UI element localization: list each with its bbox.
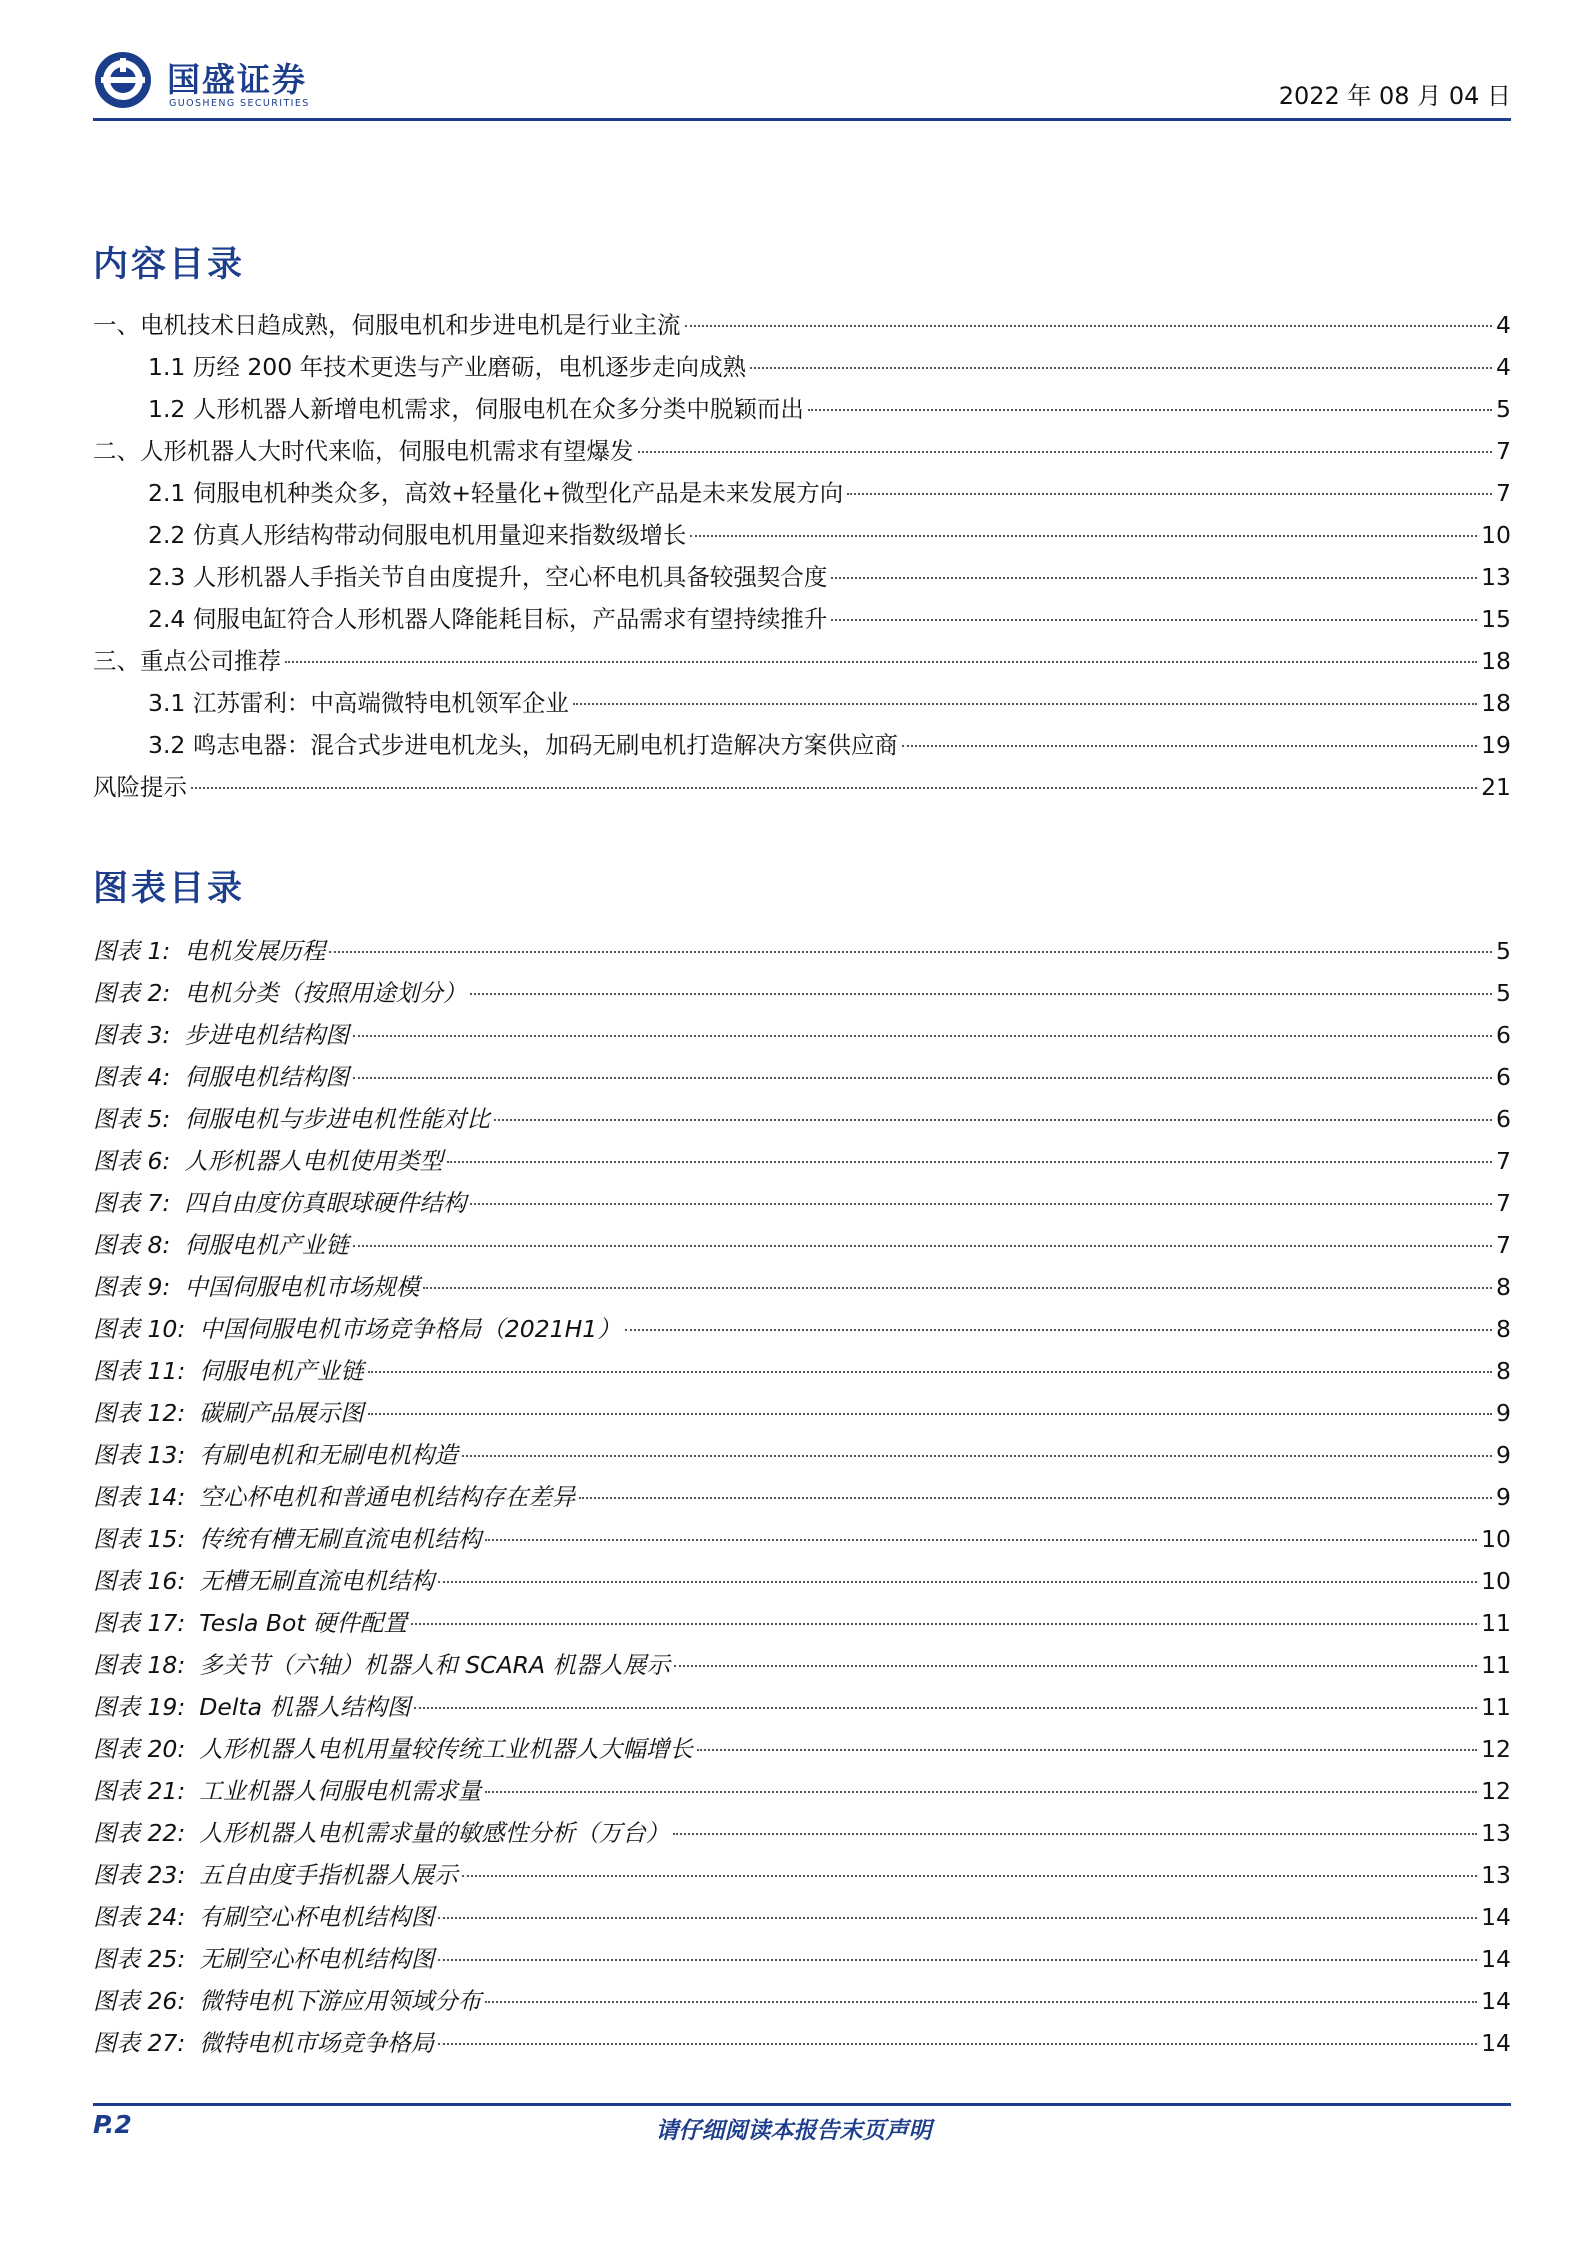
figure-page-number: 12: [1481, 1735, 1511, 1763]
figure-page-number: 5: [1496, 937, 1511, 965]
toc-page-number: 19: [1481, 731, 1511, 759]
toc-entry[interactable]: 2.3 人形机器人手指关节自由度提升，空心杯电机具备较强契合度 13: [148, 563, 1511, 591]
figure-page-number: 7: [1496, 1231, 1511, 1259]
toc-entry[interactable]: 1.1 历经 200 年技术更迭与产业磨砺，电机逐步走向成熟 4: [148, 353, 1511, 381]
figure-label: 图表 11:: [93, 1357, 186, 1385]
figure-entry[interactable]: 图表 3: 步进电机结构图 6: [93, 1016, 1511, 1052]
toc-page-number: 10: [1481, 521, 1511, 549]
toc-entry[interactable]: 2.4 伺服电缸符合人形机器人降能耗目标，产品需求有望持续推升 15: [148, 605, 1511, 633]
figure-label: 图表 22:: [93, 1819, 186, 1847]
figure-label: 图表 19:: [93, 1693, 186, 1721]
toc-entry[interactable]: 2.1 伺服电机种类众多，高效+轻量化+微型化产品是未来发展方向 7: [148, 479, 1511, 507]
figure-entry[interactable]: 图表 12: 碳刷产品展示图 9: [93, 1394, 1511, 1430]
figure-label: 图表 26:: [93, 1987, 186, 2015]
figure-label: 图表 16:: [93, 1567, 186, 1595]
figure-label: 图表 18:: [93, 1651, 186, 1679]
figure-label: 图表 13:: [93, 1441, 186, 1469]
figure-label: 图表 9:: [93, 1273, 171, 1301]
figure-label: 图表 27:: [93, 2029, 186, 2057]
page-header: [93, 40, 1511, 124]
figure-label: 图表 25:: [93, 1945, 186, 1973]
report-date: 2022 年 08 月 04 日: [1278, 82, 1511, 110]
figure-page-number: 11: [1481, 1693, 1511, 1721]
logo-chinese-name: 国盛证券: [167, 60, 307, 99]
footer-divider: [93, 2103, 1511, 2106]
figure-page-number: 10: [1481, 1567, 1511, 1595]
figure-entry[interactable]: 图表 24: 有刷空心杯电机结构图 14: [93, 1898, 1511, 1934]
figure-label: 图表 3:: [93, 1021, 171, 1049]
figure-entry[interactable]: 图表 19: Delta 机器人结构图 11: [93, 1688, 1511, 1724]
figure-label: 图表 6:: [93, 1147, 171, 1175]
logo-english-name: GUOSHENG SECURITIES: [169, 98, 310, 109]
page-number: P.2: [93, 2110, 132, 2139]
figure-label: 图表 14:: [93, 1483, 186, 1511]
toc-entry[interactable]: 二、人形机器人大时代来临，伺服电机需求有望爆发 7: [93, 437, 1511, 465]
figure-entry[interactable]: 图表 11: 伺服电机产业链 8: [93, 1352, 1511, 1388]
figure-label: 图表 15:: [93, 1525, 186, 1553]
header-divider: [93, 118, 1511, 121]
figure-page-number: 7: [1496, 1147, 1511, 1175]
figure-page-number: 8: [1496, 1315, 1511, 1343]
figure-page-number: 14: [1481, 1945, 1511, 1973]
figure-page-number: 8: [1496, 1273, 1511, 1301]
figure-label: 图表 24:: [93, 1903, 186, 1931]
figure-page-number: 6: [1496, 1105, 1511, 1133]
figure-page-number: 6: [1496, 1021, 1511, 1049]
figure-entry[interactable]: 图表 14: 空心杯电机和普通电机结构存在差异 9: [93, 1478, 1511, 1514]
figure-page-number: 5: [1496, 979, 1511, 1007]
figure-entry[interactable]: 图表 2: 电机分类（按照用途划分） 5: [93, 974, 1511, 1010]
figure-entry[interactable]: 图表 18: 多关节（六轴）机器人和 SCARA 机器人展示 11: [93, 1646, 1511, 1682]
toc-entry[interactable]: 1.2 人形机器人新增电机需求，伺服电机在众多分类中脱颖而出 5: [148, 395, 1511, 423]
toc-page-number: 15: [1481, 605, 1511, 633]
figure-entry[interactable]: 图表 17: Tesla Bot 硬件配置 11: [93, 1604, 1511, 1640]
toc-title: 内容目录: [93, 245, 246, 285]
figure-label: 图表 10:: [93, 1315, 186, 1343]
figure-entry[interactable]: 图表 20: 人形机器人电机用量较传统工业机器人大幅增长 12: [93, 1730, 1511, 1766]
figure-entry[interactable]: 图表 27: 微特电机市场竞争格局 14: [93, 2024, 1511, 2060]
toc-page-number: 21: [1481, 773, 1511, 801]
figure-label: 图表 12:: [93, 1399, 186, 1427]
figure-entry[interactable]: 图表 16: 无槽无刷直流电机结构 10: [93, 1562, 1511, 1598]
toc-entry[interactable]: 2.2 仿真人形结构带动伺服电机用量迎来指数级增长 10: [148, 521, 1511, 549]
toc-page-number: 5: [1496, 395, 1511, 423]
figure-entry[interactable]: 图表 6: 人形机器人电机使用类型 7: [93, 1142, 1511, 1178]
figure-page-number: 13: [1481, 1819, 1511, 1847]
toc-page-number: 4: [1496, 311, 1511, 339]
figure-entry[interactable]: 图表 7: 四自由度仿真眼球硬件结构 7: [93, 1184, 1511, 1220]
toc-entry[interactable]: 风险提示 21: [93, 773, 1511, 801]
toc-entry[interactable]: 3.1 江苏雷利：中高端微特电机领军企业 18: [148, 689, 1511, 717]
figure-label: 图表 2:: [93, 979, 171, 1007]
toc-page-number: 13: [1481, 563, 1511, 591]
figure-label: 图表 8:: [93, 1231, 171, 1259]
figure-page-number: 9: [1496, 1441, 1511, 1469]
figure-page-number: 13: [1481, 1861, 1511, 1889]
figure-page-number: 9: [1496, 1399, 1511, 1427]
figure-label: 图表 7:: [93, 1189, 171, 1217]
figure-entry[interactable]: 图表 5: 伺服电机与步进电机性能对比 6: [93, 1100, 1511, 1136]
figure-page-number: 14: [1481, 1987, 1511, 2015]
figures-title: 图表目录: [93, 869, 246, 909]
figure-label: 图表 23:: [93, 1861, 186, 1889]
figure-label: 图表 4:: [93, 1063, 171, 1091]
figure-page-number: 14: [1481, 1903, 1511, 1931]
figure-entry[interactable]: 图表 9: 中国伺服电机市场规模 8: [93, 1268, 1511, 1304]
figure-entry[interactable]: 图表 22: 人形机器人电机需求量的敏感性分析（万台） 13: [93, 1814, 1511, 1850]
toc-page-number: 18: [1481, 689, 1511, 717]
toc-page-number: 7: [1496, 479, 1511, 507]
figure-page-number: 11: [1481, 1651, 1511, 1679]
figure-entry[interactable]: 图表 8: 伺服电机产业链 7: [93, 1226, 1511, 1262]
disclaimer-notice: 请仔细阅读本报告末页声明: [655, 2118, 932, 2144]
figure-entry[interactable]: 图表 15: 传统有槽无刷直流电机结构 10: [93, 1520, 1511, 1556]
figure-page-number: 9: [1496, 1483, 1511, 1511]
figure-label: 图表 17:: [93, 1609, 186, 1637]
toc-entry[interactable]: 一、电机技术日趋成熟，伺服电机和步进电机是行业主流 4: [93, 311, 1511, 339]
figure-page-number: 10: [1481, 1525, 1511, 1553]
toc-page-number: 18: [1481, 647, 1511, 675]
toc-page-number: 7: [1496, 437, 1511, 465]
figure-label: 图表 21:: [93, 1777, 186, 1805]
figure-entry[interactable]: 图表 10: 中国伺服电机市场竞争格局（2021H1） 8: [93, 1310, 1511, 1346]
figure-entry[interactable]: 图表 21: 工业机器人伺服电机需求量 12: [93, 1772, 1511, 1808]
figure-page-number: 8: [1496, 1357, 1511, 1385]
figure-entry[interactable]: 图表 25: 无刷空心杯电机结构图 14: [93, 1940, 1511, 1976]
figure-label: 图表 1:: [93, 937, 171, 965]
figure-entry[interactable]: 图表 26: 微特电机下游应用领域分布 14: [93, 1982, 1511, 2018]
toc-entry[interactable]: 三、重点公司推荐 18: [93, 647, 1511, 675]
figure-page-number: 11: [1481, 1609, 1511, 1637]
toc-entry[interactable]: 3.2 鸣志电器：混合式步进电机龙头，加码无刷电机打造解决方案供应商 19: [148, 731, 1511, 759]
figure-entry[interactable]: 图表 13: 有刷电机和无刷电机构造 9: [93, 1436, 1511, 1472]
figure-entry[interactable]: 图表 1: 电机发展历程 5: [93, 932, 1511, 968]
figure-page-number: 12: [1481, 1777, 1511, 1805]
figure-entry[interactable]: 图表 4: 伺服电机结构图 6: [93, 1058, 1511, 1094]
guosheng-logo-icon: [93, 50, 153, 110]
figure-label: 图表 5:: [93, 1105, 171, 1133]
figure-page-number: 6: [1496, 1063, 1511, 1091]
figure-entry[interactable]: 图表 23: 五自由度手指机器人展示 13: [93, 1856, 1511, 1892]
figure-label: 图表 20:: [93, 1735, 186, 1763]
toc-page-number: 4: [1496, 353, 1511, 381]
figure-page-number: 14: [1481, 2029, 1511, 2057]
figure-page-number: 7: [1496, 1189, 1511, 1217]
